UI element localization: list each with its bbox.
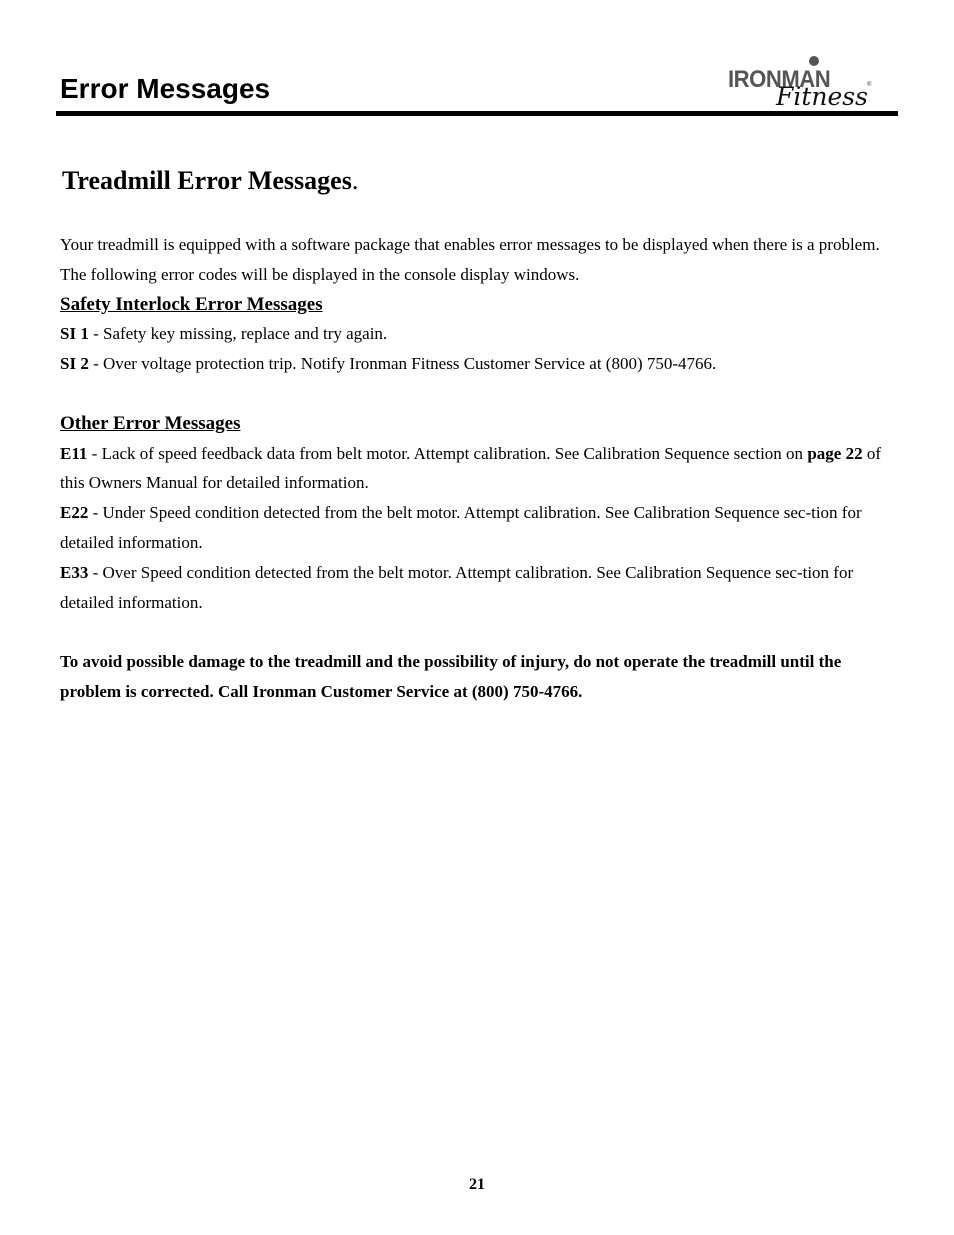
document-title — [62, 164, 358, 198]
logo-registered-mark: ® — [867, 82, 872, 88]
document-title-text: Treadmill Error Messages — [62, 166, 352, 195]
spacer — [60, 379, 898, 409]
error-description: - Safety key missing, replace and try again. — [88, 324, 388, 344]
error-code: E22 — [60, 503, 89, 523]
error-item-si1 — [60, 319, 898, 349]
safety-section-heading: Safety Interlock Error Messages — [60, 293, 323, 315]
error-description: - Under Speed condition detected from the belt motor. Attempt calibration. See Calibration Sequence sec-tion for detailed information. — [60, 503, 862, 552]
logo-script: Fitness — [776, 82, 868, 111]
error-code: E11 — [60, 443, 88, 463]
spacer — [60, 617, 898, 647]
document-title-period: . — [351, 166, 359, 195]
error-code: SI 2 — [60, 354, 89, 374]
error-item-e22 — [60, 498, 898, 558]
page-header-title: Error Messages — [60, 73, 271, 104]
other-section-heading: Other Error Messages — [60, 412, 241, 434]
error-code: E33 — [60, 562, 89, 582]
error-description: - Lack of speed feedback data from belt motor. Attempt calibration. See Calibration Sequence section on — [87, 443, 808, 463]
error-item-si2 — [60, 349, 898, 379]
error-description: - Over voltage protection trip. Notify Ironman Fitness Customer Service at (800) 750-4766. — [88, 354, 717, 374]
error-item-e11 — [60, 439, 898, 499]
page-reference: page 22 — [807, 443, 863, 463]
ironman-fitness-logo — [724, 52, 874, 114]
error-description-end: of this Owners Manual for detailed information. — [60, 443, 881, 493]
error-code: SI 1 — [60, 324, 89, 344]
header-divider — [56, 111, 898, 116]
page-number: 21 — [469, 1176, 485, 1193]
logo-wordmark: IRONMAN — [728, 66, 831, 93]
warning-notice: To avoid possible damage to the treadmill and the possibility of injury, do not operate the treadmill until the problem is corrected. Call Ironman Customer Service at (800) 750-4766. — [60, 652, 842, 701]
intro-paragraph: Your treadmill is equipped with a software package that enables error messages to be displayed when there is a problem. The following error codes will be displayed in the console display windows. — [60, 235, 880, 284]
logo-dot — [809, 56, 819, 66]
error-item-e33 — [60, 558, 898, 618]
document-body — [60, 230, 898, 707]
error-description: - Over Speed condition detected from the belt motor. Attempt calibration. See Calibration Sequence sec-tion for detailed information. — [60, 562, 854, 612]
